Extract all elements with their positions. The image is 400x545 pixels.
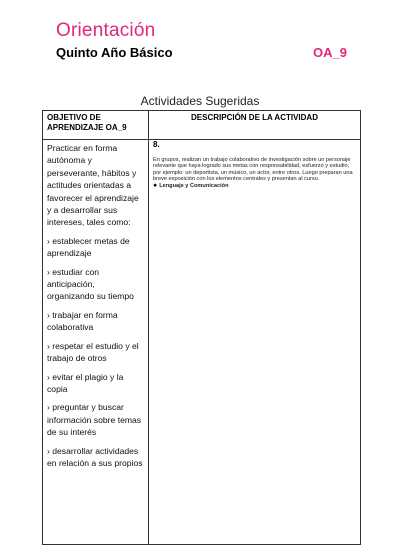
sun-icon: ✹: [153, 182, 158, 189]
objective-bullet: › estudiar con anticipación, organizando su tiempo: [47, 266, 134, 302]
subject-title: Orientación: [56, 20, 156, 41]
objective-intro: Practicar en forma autónoma y perseverante, hábitos y actitudes orientadas a favorecer el aprendizaje y a desarrollar sus intereses, tales como:: [47, 143, 139, 228]
objective-bullet: › respetar el estudio y el trabajo de otros: [47, 340, 139, 364]
objective-bullet: › preguntar y buscar información sobre temas de su interés: [47, 402, 142, 438]
objective-bullet: › establecer metas de aprendizaje: [47, 235, 130, 259]
table-row: [43, 140, 361, 545]
activity-cell: [149, 140, 361, 545]
activity-description: En grupos, realizan un trabajo colaborativo de investigación sobre un personaje relevante que haya logrado sus metas con responsabilidad, esfuerzo y estudio; por ejemplo: un deportista, un músico, un actor, entre otros. Luego preparan una breve exposición con los elementos centrales y presentan al curso.: [153, 156, 353, 183]
objective-bullet: › desarrollar actividades en relación a sus propios: [47, 445, 143, 468]
activities-table: [42, 110, 361, 545]
table-header-row: [43, 111, 361, 140]
activity-number: 8.: [153, 140, 160, 149]
objective-column-header: OBJETIVO DE APRENDIZAJE OA_9: [43, 111, 149, 140]
objective-cell: [43, 140, 149, 545]
reference-label: Lenguaje y Comunicación: [159, 182, 229, 189]
description-column-header: DESCRIPCIÓN DE LA ACTIVIDAD: [149, 111, 361, 140]
objective-bullet: › trabajar en forma colaborativa: [47, 309, 118, 333]
objective-bullet: › evitar el plagio y la copia: [47, 371, 124, 394]
activity-reference: [153, 183, 356, 190]
grade-label: Quinto Año Básico: [56, 45, 173, 60]
objective-code: OA_9: [313, 45, 347, 60]
section-title: Actividades Sugeridas: [140, 94, 260, 108]
